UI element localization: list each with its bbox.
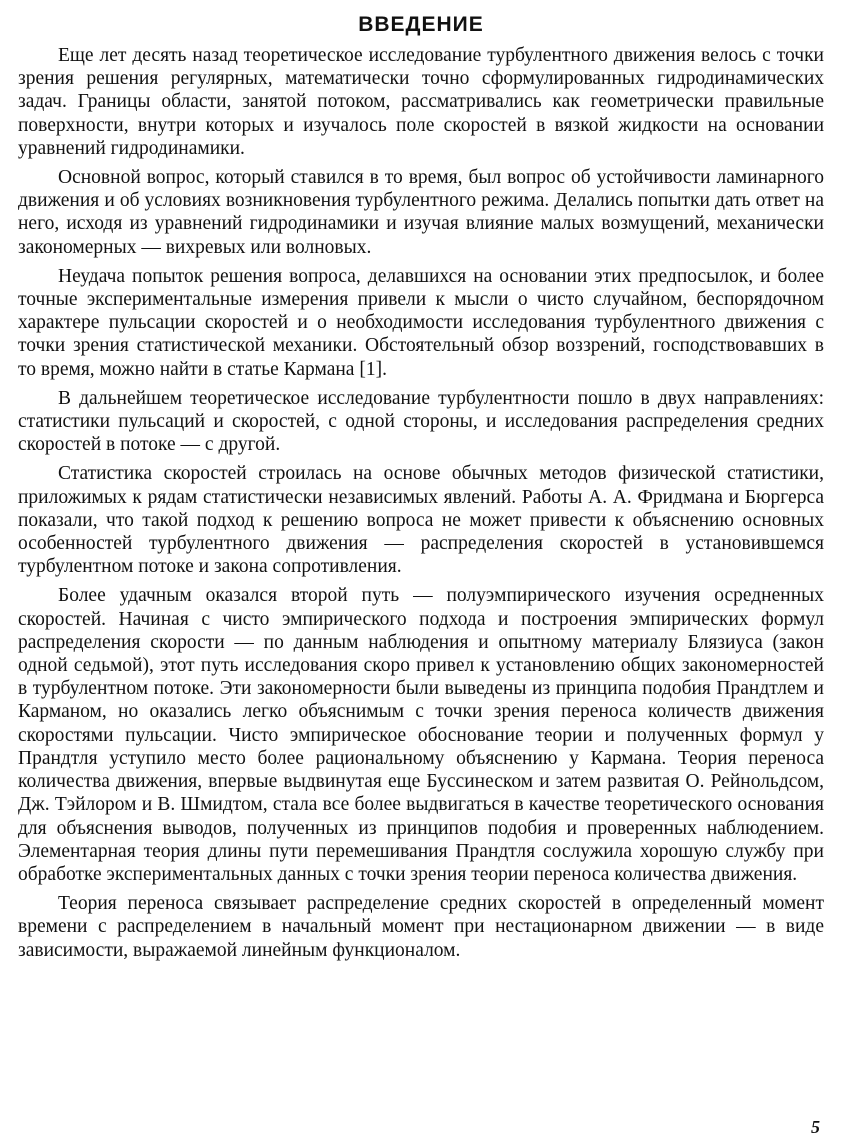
paragraph: Статистика скоростей строилась на основе обычных методов физической статистики, приложимых к рядам статистически независимых явлений. Работы А. А. Фридмана и Бюргерса показали, что такой подход к решению вопроса не может привести к объяснению основных особенностей турбулентного движения — распределения скоростей в установившемся турбулентном потоке и закона сопротивления.	[18, 463, 824, 578]
paragraph: В дальнейшем теоретическое исследование турбулентности пошло в двух направлениях: статистики пульсаций и скоростей, с одной стороны, и исследования распределения средних скоростей в потоке — с другой.	[18, 387, 824, 456]
paragraph: Неудача попыток решения вопроса, делавшихся на основании этих предпосылок, и более точные экспериментальные измерения привели к мысли о чисто случайном, беспорядочном характере пульсации скоростей и о необходимости исследования турбулентного движения с точки зрения статистической механики. Обстоятельный обзор воззрений, господствовавших в то время, можно найти в статье Кармана [1].	[18, 265, 824, 380]
paragraph: Более удачным оказался второй путь — полуэмпирического изучения осредненных скоростей. Начиная с чисто эмпирического подхода и построения эмпирических формул распределения скорости — по данным наблюдения и опытному материалу Блязиуса (закон одной седьмой), этот путь исследования скоро привел к установлению общих закономерностей в турбулентном потоке. Эти закономерности были выведены из принципа подобия Прандтлем и Карманом, но оказались легко объяснимым с точки зрения переноса количеств движения скоростями пульсации. Чисто эмпирическое обоснование теории и полученных формул у Прандтля уступило место более рациональному объяснению у Кармана. Теория переноса количества движения, впервые выдвинутая еще Буссинеском и затем развитая О. Рейнольдсом, Дж. Тэйлором и В. Шмидтом, стала все более выдвигаться в качестве теоретического основания для объяснения выводов, полученных из принципов подобия и проверенных наблюдением. Элементарная теория длины пути перемешивания Прандтля сослужила хорошую службу при обработке экспериментальных данных с точки зрения теории переноса количества движения.	[18, 585, 824, 885]
paragraph: Теория переноса связывает распределение средних скоростей в определенный момент времени с распределением в начальный момент при нестационарном движении — в виде зависимости, выражаемой линейным функционалом.	[18, 893, 824, 961]
document-page	[18, 10, 824, 1138]
page-number: 5	[811, 1117, 820, 1137]
paragraph: Еще лет десять назад теоретическое исследование турбулентного движения велось с точки зрения решения регулярных, математически точно сформулированных гидродинамических задач. Границы области, занятой потоком, рассматривались как геометрически правильные поверхности, внутри которых и изучалось поле скоростей в вязкой жидкости на основании уравнений гидродинамики.	[18, 45, 824, 159]
paragraph: Основной вопрос, который ставился в то время, был вопрос об устойчивости ламинарного движения и об условиях возникновения турбулентного режима. Делались попытки дать ответ на него, исходя из уравнений гидродинамики и изучая влияние малых возмущений, механически закономерных — вихревых или волновых.	[18, 167, 824, 258]
section-heading: ВВЕДЕНИЕ	[358, 13, 484, 36]
